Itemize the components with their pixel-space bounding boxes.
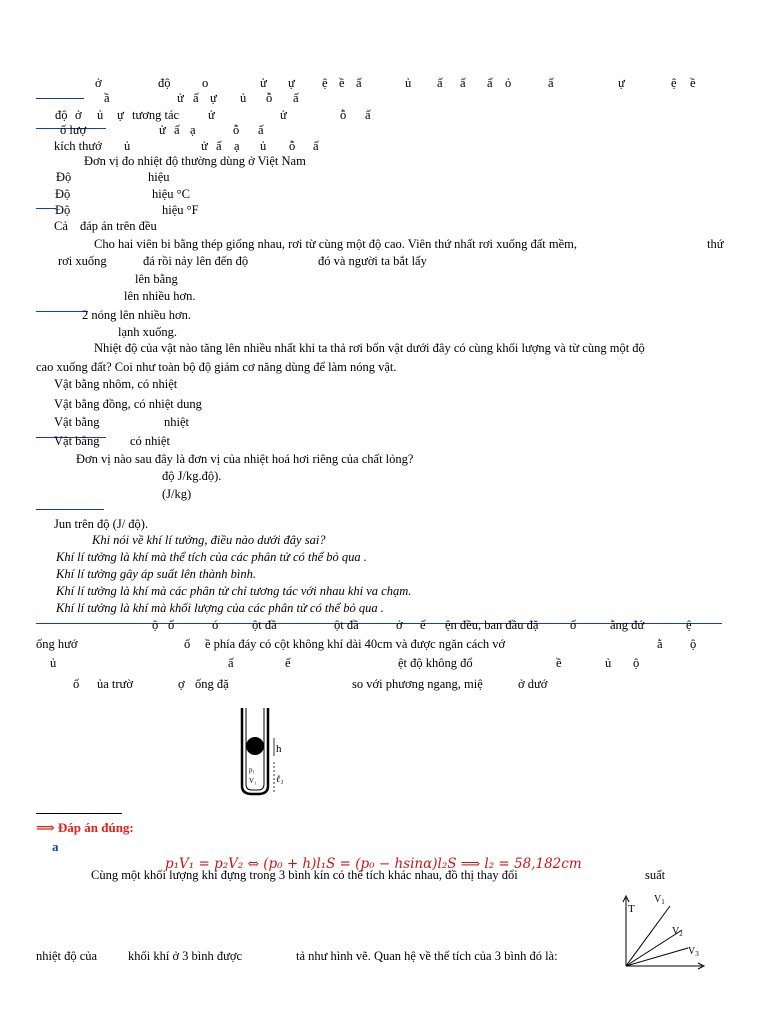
text-line: ử — [201, 139, 208, 153]
graph-v1-label: V — [654, 894, 662, 905]
svg-text:V3 — [688, 946, 699, 958]
text-line: ề — [690, 76, 696, 90]
text-line: ở — [396, 618, 403, 632]
text-line: Khí lí tưởng là khí mà các phân tử chỉ tương tác với nhau khi va chạm. — [56, 584, 412, 598]
answer-underline — [36, 311, 88, 312]
text-line: Đơn vị nào sau đây là đơn vị của nhiệt hoá hơi riêng của chất lỏng? — [76, 452, 414, 466]
text-line: độ J/kg.độ). — [162, 469, 222, 483]
isochore-graph — [618, 890, 706, 970]
text-line: ề phía đáy có cột không khí dài 40cm và được ngăn cách vớ — [205, 637, 506, 651]
text-line: ế — [420, 618, 426, 632]
graph-v3-sub: 3 — [695, 950, 699, 958]
text-line: ủ — [240, 91, 247, 105]
text-line: hiệu — [148, 170, 170, 184]
text-line: ấ — [313, 139, 319, 153]
text-line: ề — [339, 76, 345, 90]
text-line: đáp án trên đều — [80, 219, 157, 233]
graph-t-label: T — [628, 903, 635, 915]
text-line: hiệu °C — [152, 187, 190, 201]
text-line: ấ — [365, 108, 371, 122]
graph-v1-sub: 1 — [661, 898, 665, 906]
text-line: ố — [570, 618, 577, 632]
text-line: ở — [75, 108, 82, 122]
tube-v1-label: V₁ — [249, 777, 257, 785]
text-line: Vật bằng — [54, 434, 100, 448]
text-line: ấ — [193, 91, 199, 105]
text-line: ợ — [178, 677, 185, 691]
text-line: đá rồi nảy lên đến độ — [143, 254, 249, 268]
text-line: lên nhiều hơn. — [124, 289, 196, 303]
text-line: tả như hình vẽ. Quan hệ về thể tích của 3 bình đó là: — [296, 949, 558, 963]
text-line: độ — [158, 76, 171, 90]
answer-underline — [36, 509, 104, 510]
text-line: ầ — [104, 91, 110, 105]
svg-text:V2 — [672, 926, 683, 938]
text-line: ấ — [228, 656, 234, 670]
text-line: Khí lí tưởng là khí mà khối lượng của các phân tử có thể bỏ qua . — [56, 601, 384, 615]
text-line: ủ — [97, 108, 104, 122]
answer-choice: a — [52, 839, 59, 854]
answer-label: ⟹ Đáp án đúng: — [36, 820, 134, 835]
tube-l1-label: ℓ₁ — [276, 774, 284, 785]
text-line: ộ — [633, 656, 640, 670]
text-line: Độ — [56, 170, 72, 184]
text-line: o — [202, 76, 209, 90]
text-line: tương tác — [132, 108, 180, 122]
tube-p1-label: p₁ — [249, 766, 255, 774]
text-line: ự — [210, 91, 217, 105]
svg-text:V1 — [654, 894, 665, 906]
text-line: thứ — [707, 237, 724, 251]
text-line: ấ — [258, 123, 264, 137]
text-line: ột đầ — [334, 618, 359, 632]
text-line: ỗ — [233, 123, 240, 137]
formula: p₁V₁ = p₂V₂ ⇔ (p₀ + h)l₁S = (p₀ − hsinα)l₂S ⟹ l₂ = 58,182cm — [165, 856, 582, 872]
text-line: Vật bằng đồng, có nhiệt dung — [54, 397, 202, 411]
text-line: suất — [645, 868, 666, 882]
text-line: ột đầ — [252, 618, 277, 632]
tube-h-label: h — [276, 743, 282, 755]
text-line: so với phương ngang, miệ — [352, 677, 483, 691]
text-line: ủ — [124, 139, 131, 153]
text-line: ệ — [322, 76, 328, 90]
text-line: ấ — [174, 123, 180, 137]
text-line: ố — [73, 677, 80, 691]
text-line: ủ — [605, 656, 612, 670]
text-line: ấ — [487, 76, 493, 90]
text-line: ử — [280, 108, 287, 122]
text-line: ở — [95, 76, 102, 90]
text-line: ống hướ — [36, 637, 78, 651]
text-line: ủ — [50, 656, 57, 670]
text-line: ế — [285, 656, 291, 670]
text-line: Cùng một khối lượng khí đựng trong 3 bình kín có thể tích khác nhau, đồ thị thay đổi — [91, 868, 518, 882]
text-line: ủ — [260, 139, 267, 153]
tube-diagram — [232, 706, 294, 798]
text-line: cao xuống đất? Coi như toàn bộ độ giảm cơ năng dùng để làm nóng vật. — [36, 360, 397, 374]
text-line: ố — [168, 618, 175, 632]
text-line: ử — [208, 108, 215, 122]
graph-v2-label: V — [672, 926, 680, 937]
text-line: Độ — [55, 203, 71, 217]
text-line: ự — [618, 76, 625, 90]
text-line: ện đều, ban đầu đặ — [445, 618, 539, 632]
text-line: khối khí ở 3 bình được — [128, 949, 243, 963]
text-line: ấ — [437, 76, 443, 90]
text-line: Khí lí tưởng gây áp suất lên thành bình. — [56, 567, 256, 581]
text-line: ố lượ — [60, 123, 87, 137]
text-line: ử — [260, 76, 267, 90]
text-line: Cho hai viên bi bằng thép giống nhau, rơi từ cùng một độ cao. Viên thứ nhất rơi xuống đất mềm, — [94, 237, 578, 251]
text-line: ủ — [405, 76, 412, 90]
text-line: 2 nóng lên nhiều hơn. — [82, 308, 192, 322]
text-line: (J/kg) — [162, 487, 192, 501]
text-line: nhiệt — [164, 415, 189, 429]
text-line: Vật bằng — [54, 415, 100, 429]
text-line: ấ — [548, 76, 554, 90]
text-line: ở dướ — [518, 677, 548, 691]
text-line: Nhiệt độ của vật nào tăng lên nhiều nhất khi ta thả rơi bốn vật dưới đây có cùng khối lượng và từ cùng một độ — [94, 341, 645, 355]
text-line: ệ — [671, 76, 677, 90]
text-line: kích thướ — [54, 139, 102, 153]
graph-v2-sub: 2 — [679, 930, 683, 938]
text-line: ủa trườ — [97, 677, 133, 691]
text-line: ấ — [460, 76, 466, 90]
text-line: ỗ — [266, 91, 273, 105]
text-line: Jun trên độ (J/ độ). — [54, 517, 149, 531]
answer-underline — [36, 208, 56, 209]
text-line: ỗ — [289, 139, 296, 153]
text-line: ự — [117, 108, 124, 122]
graph-v3-label: V — [688, 946, 696, 957]
answer-underline — [36, 98, 84, 99]
text-line: ộ — [152, 618, 159, 632]
text-line: ó — [212, 618, 219, 632]
text-line: Khí lí tưởng là khí mà thể tích của các phân tử có thể bỏ qua . — [56, 550, 367, 564]
text-line: Độ — [55, 187, 71, 201]
text-line: ự — [288, 76, 295, 90]
text-line: ấ — [293, 91, 299, 105]
text-line: Vật bằng nhôm, có nhiệt — [54, 377, 178, 391]
text-line: ạ — [190, 123, 196, 137]
text-line: ử — [159, 123, 166, 137]
text-line: độ — [55, 108, 68, 122]
text-line: ằ — [657, 637, 663, 651]
text-line: ề — [556, 656, 562, 670]
text-line: Đơn vị đo nhiệt độ thường dùng ở Việt Nam — [84, 154, 306, 168]
text-line: có nhiệt — [130, 434, 170, 448]
text-line: lạnh xuống. — [118, 325, 178, 339]
text-line: nhiệt độ của — [36, 949, 98, 963]
text-line: rơi xuống — [58, 254, 107, 268]
section-divider — [36, 813, 122, 814]
text-line: ệt độ không đổ — [398, 656, 473, 670]
text-line: ỗ — [340, 108, 347, 122]
text-line: đó và người ta bắt lấy — [318, 254, 427, 268]
text-line: Khi nói về khí lí tưởng, điều nào dưới đây sai? — [92, 533, 326, 547]
text-line: ằng đứ — [610, 618, 645, 632]
text-line: ố — [184, 637, 191, 651]
text-line: ộ — [690, 637, 697, 651]
text-line: Cả — [54, 219, 68, 233]
text-line: ỏ — [505, 76, 512, 90]
text-line: hiệu °F — [162, 203, 199, 217]
text-line: lên bằng — [135, 272, 178, 286]
text-line: ống đặ — [195, 677, 229, 691]
text-line: ạ — [234, 139, 240, 153]
text-line: ệ — [686, 618, 692, 632]
text-line: ấ — [356, 76, 362, 90]
text-line: ấ — [216, 139, 222, 153]
mercury-column — [246, 737, 264, 755]
text-line: ử — [177, 91, 184, 105]
